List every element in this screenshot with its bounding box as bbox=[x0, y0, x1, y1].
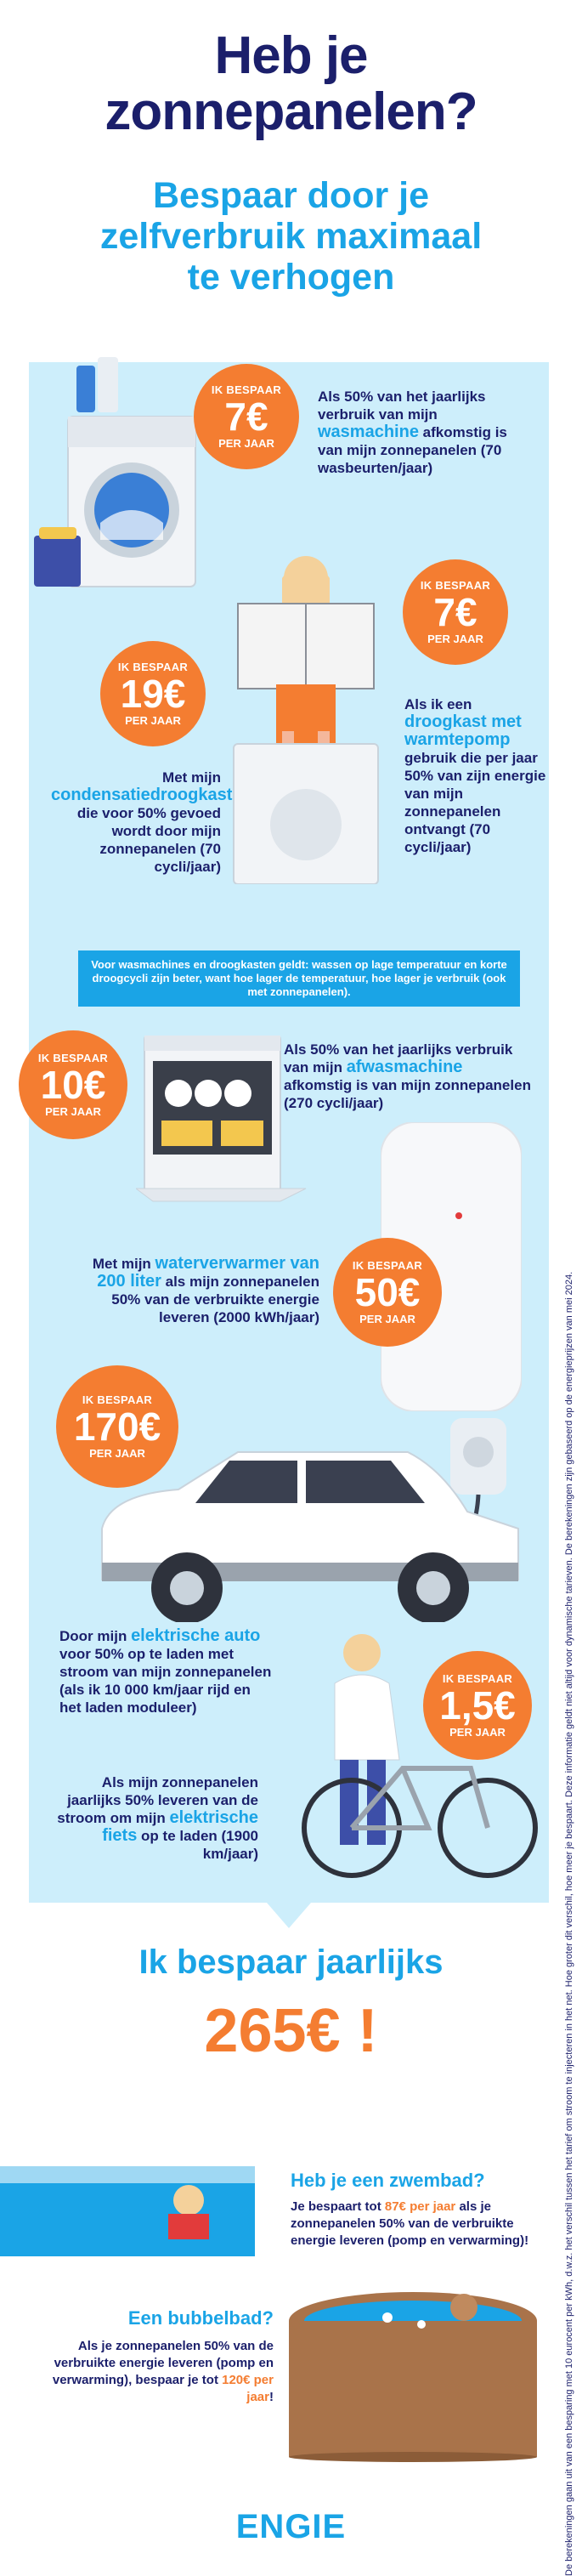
total-label: Ik bespaar jaarlijks bbox=[138, 1943, 444, 1981]
subtitle-line2: zelfverbruik maximaal bbox=[99, 216, 483, 257]
badge-electric-car: IK BESPAAR 170€ PER JAAR bbox=[56, 1365, 178, 1488]
electric-car-icon bbox=[76, 1418, 535, 1622]
badge-heatpump-dryer: IK BESPAAR 7€ PER JAAR bbox=[403, 559, 508, 665]
title-line2: zonnepanelen? bbox=[105, 82, 477, 141]
badge-washer bbox=[194, 364, 299, 469]
side-disclaimer: De berekeningen gaan uit van een besparing met 10 eurocent per kWh, d.w.z. het verschil tussen het tarief om stroom te injecteren in het net. Hoe groter dit verschil, hoe meer je bespaart. Deze informatie geldt niet altijd voor dynamische tarieven. De berekeningen zijn gebaseerd op de energieprijzen van mei 2024. bbox=[564, 1271, 574, 2576]
pool-text: Je bespaart tot 87€ per jaar als je zonnepanelen 50% van de verbruikte energie leveren (pomp en verwarming)! bbox=[291, 2199, 529, 2248]
subtitle-line1: Bespaar door je bbox=[153, 175, 429, 216]
spa-title: Een bubbelbad? bbox=[127, 2307, 274, 2329]
panel-pointer bbox=[267, 1903, 311, 1928]
title-line1: Heb je bbox=[214, 26, 368, 85]
low-temperature-notice: Voor wasmachines en droogkasten geldt: wassen op lage temperatuur en korte droogcycli zijn beter, want hoe lager de temperatuur, hoe lager je verbruik (ook met zonnepanelen). bbox=[78, 950, 520, 1007]
spa-text: Als je zonnepanelen 50% van de verbruikte energie leveren (pomp en verwarming), bespaar je tot 120€ per jaar! bbox=[52, 2339, 274, 2404]
badge-unit: PER JAAR bbox=[218, 437, 274, 450]
badge-amount: 7€ bbox=[224, 394, 268, 439]
text-electric-bike: Als mijn zonnepanelen jaarlijks 50% leveren van de stroom om mijn elektrische fiets op te laden (1900 km/jaar) bbox=[57, 1774, 258, 1862]
text-water-heater: Met mijn waterverwarmer van 200 liter als mijn zonnepanelen 50% van de verbruikte energie leveren (2000 kWh/jaar) bbox=[92, 1254, 319, 1325]
engie-logo: ENGIE bbox=[235, 2508, 347, 2545]
text-electric-car: Door mijn elektrische auto voor 50% op te laden met stroom van mijn zonnepanelen (als ik 10 000 km/jaar rijd en het laden moduleer) bbox=[59, 1626, 272, 1716]
text-washer: Als 50% van het jaarlijks verbruik van mijn wasmachine afkomstig is van mijn zonnepanelen (70 wasbeurten/jaar) bbox=[318, 389, 507, 476]
swimming-pool-icon bbox=[0, 2166, 272, 2256]
badge-condenser-dryer: IK BESPAAR 19€ PER JAAR bbox=[100, 641, 206, 746]
subtitle-line3: te verhogen bbox=[187, 257, 395, 298]
total-amount: 265€ ! bbox=[204, 1997, 378, 2065]
person-reading-on-dryer-icon bbox=[229, 544, 382, 884]
badge-electric-bike: IK BESPAAR 1,5€ PER JAAR bbox=[423, 1651, 532, 1760]
washing-machine-icon bbox=[34, 357, 204, 595]
pool-title: Heb je een zwembad? bbox=[291, 2170, 485, 2191]
badge-dishwasher: IK BESPAAR 10€ PER JAAR bbox=[19, 1030, 127, 1139]
text-heatpump-dryer: Als ik een droogkast met warmtepomp gebruik die per jaar 50% van zijn energie van mijn zonnepanelen ontvangt (70 cycli/jaar) bbox=[404, 696, 546, 855]
hot-tub-icon bbox=[285, 2287, 540, 2462]
text-dishwasher: Als 50% van het jaarlijks verbruik van mijn afwasmachine afkomstig is van mijn zonnepanelen (270 cycli/jaar) bbox=[284, 1041, 531, 1111]
badge-label: IK BESPAAR bbox=[211, 383, 282, 396]
text-condenser-dryer: Met mijn condensatiedroogkast die voor 50% gevoed wordt door mijn zonnepanelen (70 cycli/jaar) bbox=[51, 769, 233, 875]
badge-water-heater: IK BESPAAR 50€ PER JAAR bbox=[333, 1238, 442, 1347]
